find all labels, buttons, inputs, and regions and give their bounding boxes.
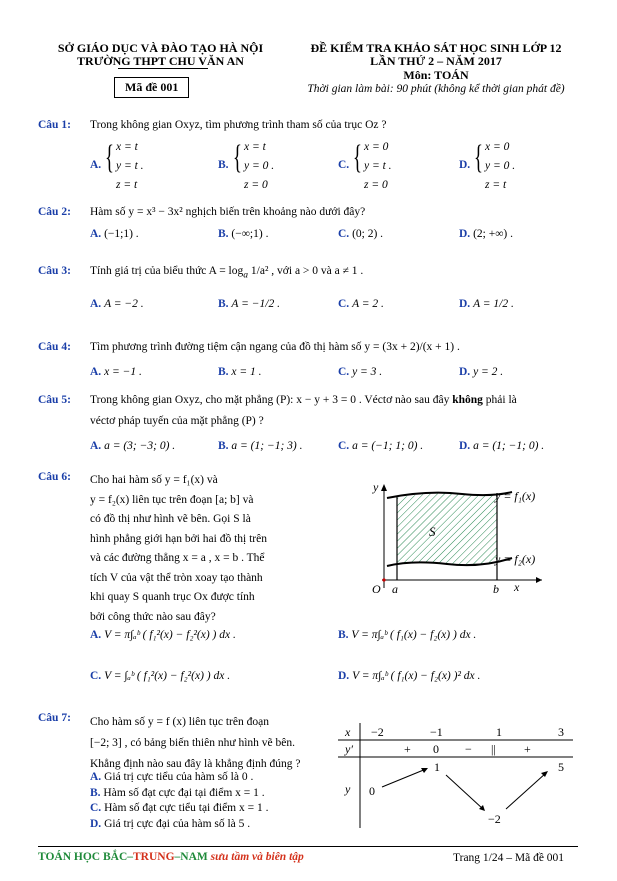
q2-option-a[interactable]: A. (−1;1) . <box>90 228 139 240</box>
q3-stem: Tính giá trị của biểu thức $A = \log_a 1/a^2$ , với a > 0 và a ≠ 1 . <box>90 265 364 281</box>
f2-label: y = f₂(x) <box>495 552 536 566</box>
table-sign-2: − <box>465 742 472 756</box>
q1-option-c-label[interactable]: C. <box>338 159 350 171</box>
brace-icon: { <box>105 139 114 176</box>
arrow-up-2 <box>506 773 546 809</box>
q2-option-c[interactable]: C. (0; 2) . <box>338 228 384 240</box>
q2-label: Câu 2: <box>38 206 71 218</box>
exam-subject: Môn: TOÁN <box>403 68 469 82</box>
q3-option-a[interactable]: A. A = −2 . <box>90 298 144 310</box>
region-s <box>397 493 497 565</box>
brace-icon: { <box>474 139 483 176</box>
table-x2: −1 <box>430 725 443 739</box>
f1-label: y = f₁(x) <box>495 489 536 503</box>
q5-stem-line1: Trong không gian Oxyz, cho mặt phẳng (P): x − y + 3 = 0 . Véctơ nào sau đây không phải là <box>90 394 517 406</box>
q4-stem: Tìm phương trình đường tiệm cận ngang của đồ thị hàm số y = (3x + 2)/(x + 1) . <box>90 341 460 353</box>
q1-option-d-label[interactable]: D. <box>459 159 471 171</box>
q2-option-b[interactable]: B. (−∞;1) . <box>218 228 269 240</box>
exam-code: Mã đề 001 <box>114 77 189 98</box>
q7-label: Câu 7: <box>38 712 71 724</box>
q5-option-c[interactable]: C. a = (−1; 1; 0) . <box>338 440 424 452</box>
q7-option-c[interactable]: C. Hàm số đạt cực tiểu tại điểm x = 1 . <box>90 802 269 814</box>
q7-options <box>90 770 268 832</box>
table-undefined-bar: || <box>491 742 496 756</box>
footer-brand: TOÁN HỌC BẮC–TRUNG–NAM sưu tầm và biên tập <box>38 851 304 863</box>
exam-round: LẦN THỨ 2 – NĂM 2017 <box>370 54 502 68</box>
q4-option-a[interactable]: A. x = −1 . <box>90 366 142 378</box>
table-x3: 1 <box>496 725 502 739</box>
arrow-up-1 <box>382 769 426 787</box>
table-y-value-3: 5 <box>558 760 564 774</box>
q6-label: Câu 6: <box>38 471 71 483</box>
table-zero: 0 <box>433 742 439 756</box>
q3-option-d[interactable]: D. A = 1/2 . <box>459 298 514 310</box>
school-name: TRƯỜNG THPT CHU VĂN AN <box>77 54 244 68</box>
table-y-value-0: 0 <box>369 784 375 798</box>
table-x1: −2 <box>371 725 384 739</box>
q7-variation-table <box>338 723 578 833</box>
x-axis-arrow-icon <box>536 577 542 583</box>
y-label: y <box>373 480 379 494</box>
b-label: b <box>493 582 499 596</box>
a-label: a <box>392 582 398 596</box>
table-sign-1: + <box>404 742 411 756</box>
q5-option-d[interactable]: D. a = (1; −1; 0) . <box>459 440 545 452</box>
q3-label: Câu 3: <box>38 265 71 277</box>
department-name: SỞ GIÁO DỤC VÀ ĐÀO TẠO HÀ NỘI <box>57 41 264 55</box>
table-sign-3: + <box>524 742 531 756</box>
q7-option-d[interactable]: D. Giá trị cực đại của hàm số là 5 . <box>90 817 251 830</box>
s-label: S <box>429 524 436 539</box>
table-x-header: x <box>345 725 351 739</box>
q2-stem: Hàm số y = x³ − 3x² nghịch biến trên khoảng nào dưới đây? <box>90 206 366 218</box>
q1-option-a-label[interactable]: A. <box>90 159 102 171</box>
q6-figure <box>352 480 552 600</box>
q7-stem: Cho hàm số y = f (x) liên tục trên đoạn [−2; 3] , có bảng biến thiên như hình vẽ bên. Khẳng định nào sau đây là khẳng định đúng ? <box>90 716 301 770</box>
table-x4: 3 <box>558 725 564 739</box>
q3-option-b[interactable]: B. A = −1/2 . <box>218 298 280 310</box>
q4-option-b[interactable]: B. x = 1 . <box>218 366 262 378</box>
table-y-header: y <box>345 782 351 796</box>
q6-option-c[interactable]: C. V = ∫ₐᵇ ( f₁²(x) − f₂²(x) ) dx . <box>90 670 231 682</box>
arrow-down <box>446 775 483 809</box>
q4-option-d[interactable]: D. y = 2 . <box>459 366 504 378</box>
q1-option-b-label[interactable]: B. <box>218 159 229 171</box>
origin-dot <box>382 578 385 581</box>
y-axis-arrow-icon <box>381 484 387 491</box>
q6-stem: Cho hai hàm số y = f₁(x) và y = f₂(x) liên tục trên đoạn [a; b] và có đồ thị như hình vẽ bên. Gọi S là hình phẳng giới hạn bởi hai đồ thị trên và các đường thẳng x = a , x = b . Thể tích V của vật thể tròn xoay tạo thành khi quay S quanh trục Ox được tính bởi công thức nào sau đây? <box>90 474 267 623</box>
exam-time: Thời gian làm bài: 90 phút (không kể thời gian phát đề) <box>307 83 565 95</box>
origin-label: O <box>372 582 381 596</box>
footer-page: Trang 1/24 – Mã đề 001 <box>453 852 565 864</box>
q1-label: Câu 1: <box>38 119 71 131</box>
q6-option-b[interactable]: B. V = π∫ₐᵇ ( f₁(x) − f₂(x) ) dx . <box>338 629 477 641</box>
q7-option-b[interactable]: B. Hàm số đạt cực đại tại điểm x = 1 . <box>90 786 265 799</box>
q5-option-a[interactable]: A. a = (3; −3; 0) . <box>90 440 176 452</box>
q2-option-d[interactable]: D. (2; +∞) . <box>459 228 513 240</box>
q1-stem: Trong không gian Oxyz, tìm phương trình tham số của trục Oz ? <box>90 119 387 131</box>
table-y-value-2: −2 <box>488 812 501 826</box>
q5-label: Câu 5: <box>38 394 71 406</box>
table-y-value-1: 1 <box>434 760 440 774</box>
brace-icon: { <box>353 139 362 176</box>
school-underline <box>118 68 208 69</box>
x-label: x <box>514 580 520 594</box>
q6-option-a[interactable]: A. V = π∫ₐᵇ ( f₁²(x) − f₂²(x) ) dx . <box>90 629 236 641</box>
q5-option-b[interactable]: B. a = (1; −1; 3) . <box>218 440 303 452</box>
exam-title: ĐỀ KIỂM TRA KHẢO SÁT HỌC SINH LỚP 12 <box>310 41 562 55</box>
q7-option-a[interactable]: A. Giá trị cực tiểu của hàm số là 0 . <box>90 771 254 783</box>
q4-option-c[interactable]: C. y = 3 . <box>338 366 383 378</box>
footer-rule <box>38 846 578 847</box>
table-yprime-header: y′ <box>345 742 353 756</box>
q4-label: Câu 4: <box>38 341 71 353</box>
q6-option-d[interactable]: D. V = π∫ₐᵇ ( f₁(x) − f₂(x) )² dx . <box>338 670 481 682</box>
q3-option-c[interactable]: C. A = 2 . <box>338 298 384 310</box>
brace-icon: { <box>233 139 242 176</box>
q5-stem-line2: véctơ pháp tuyến của mặt phẳng (P) ? <box>90 415 264 427</box>
